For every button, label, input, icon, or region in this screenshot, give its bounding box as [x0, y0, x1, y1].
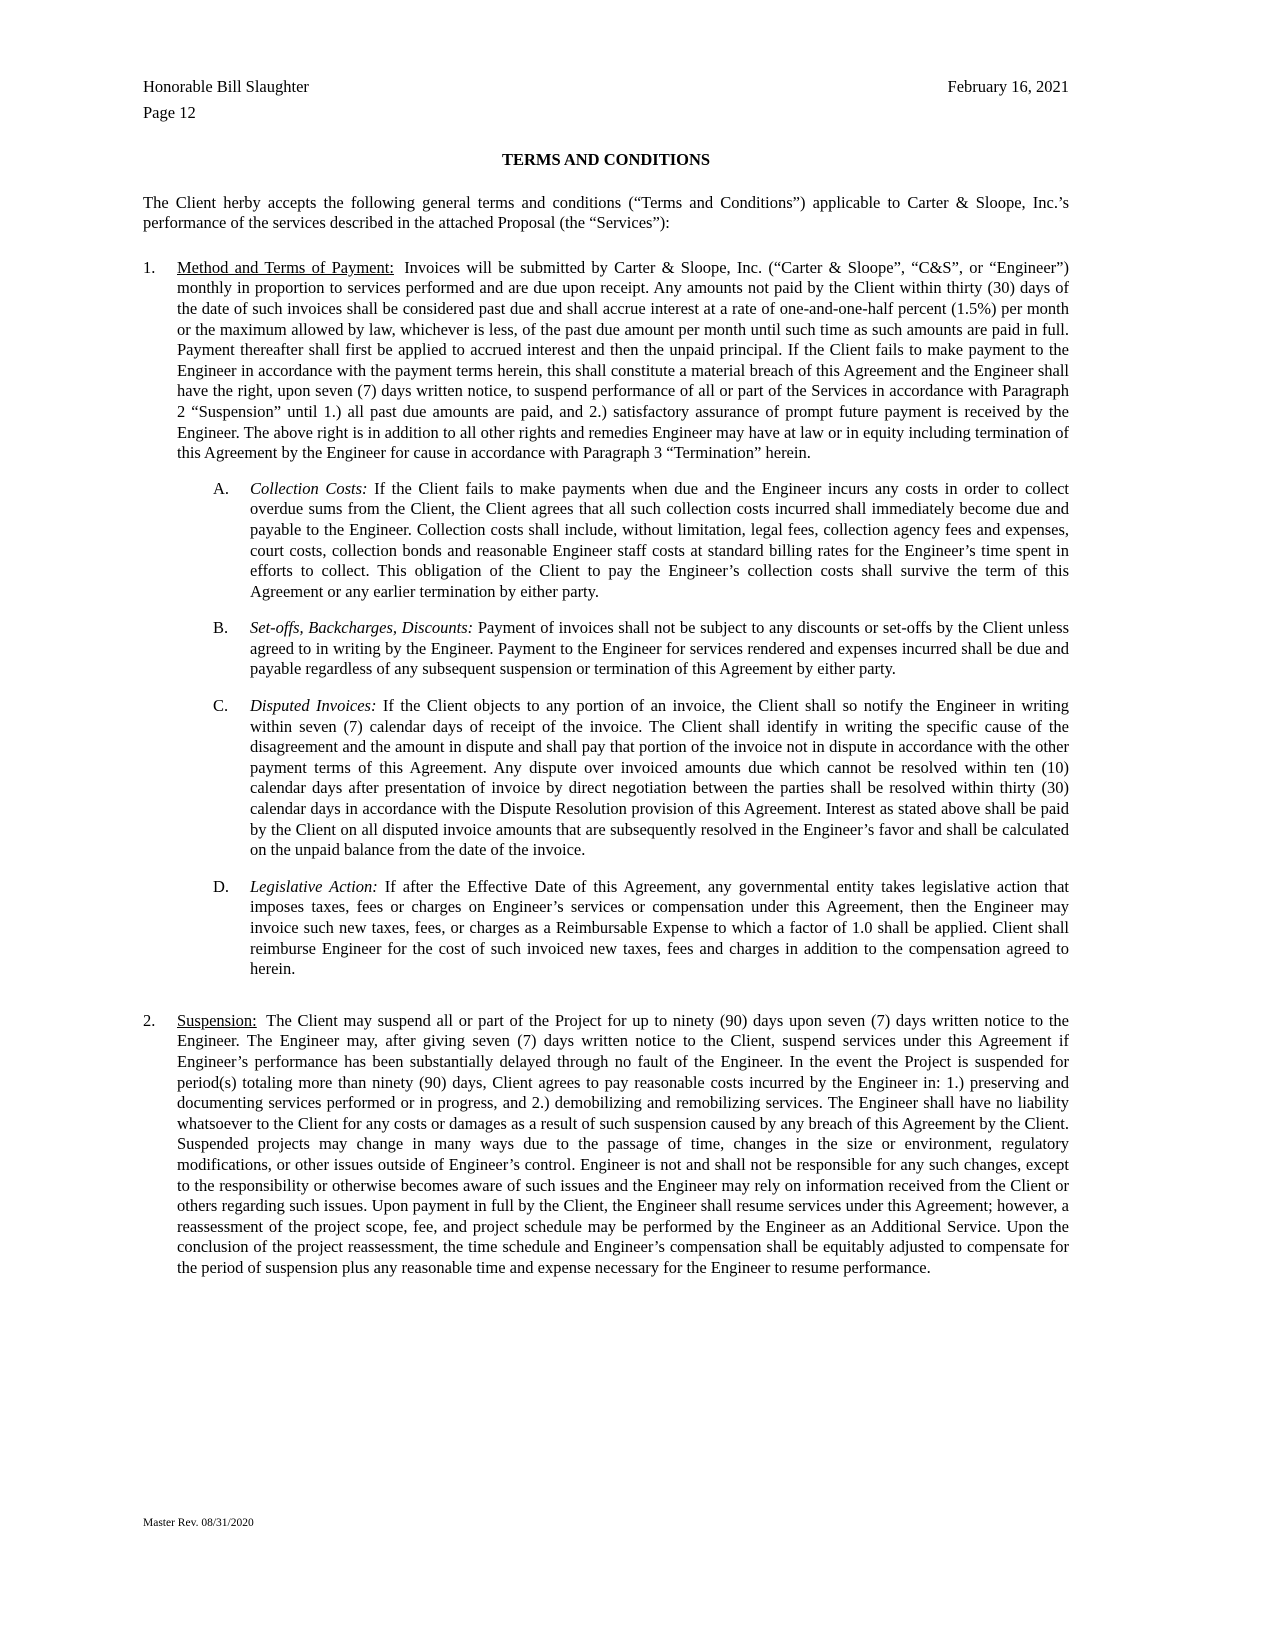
section-paragraph — [177, 1011, 1069, 1279]
section-body-text: Invoices will be submitted by Carter & Sloope, Inc. (“Carter & Sloope”, “C&S”, or “Engineer”) monthly in proportion to services performed and are due upon receipt. Any amounts not paid by the Client within thirty (30) days of the date of such invoices shall be considered past due and shall accrue interest at a rate of one-and-one-half percent (1.5%) per month or the maximum allowed by law, whichever is less, of the past due amount per month until such time as such amounts are paid in full. Payment thereafter shall first be applied to accrued interest and then the unpaid principal. If the Client fails to make payment to the Engineer in accordance with the payment terms herein, this shall constitute a material breach of this Agreement and the Engineer shall have the right, upon seven (7) days written notice, to suspend performance of all or part of the Services in accordance with Paragraph 2 “Suspension” until 1.) all past due amounts are paid, and 2.) satisfactory assurance of prompt future payment is received by the Engineer. The above right is in addition to all other rights and remedies Engineer may have at law or in equity including termination of this Agreement by the Engineer for cause in accordance with Paragraph 3 “Termination” herein. — [177, 257, 1069, 463]
recipient-name: Honorable Bill Slaughter — [143, 77, 309, 96]
subsection-legislative-action — [213, 877, 1069, 980]
intro-paragraph: The Client herby accepts the following general terms and conditions (“Terms and Conditions”) applicable to Carter & Sloope, Inc.’s performance of the services described in the attached Proposal (the “Services”): — [143, 192, 1069, 233]
header-row — [143, 74, 1069, 100]
subsection-paragraph — [250, 618, 1069, 680]
subsection-setoffs-backcharges-discounts — [213, 618, 1069, 680]
section-body-text: The Client may suspend all or part of the Project for up to ninety (90) days upon seven (7) days written notice to the Engineer. The Engineer may, after giving seven (7) days written notice to the Client, suspend services under this Agreement if Engineer’s performance has been substantially delayed through no fault of the Engineer. In the event the Project is suspended for period(s) totaling more than ninety (90) days, Client agrees to pay reasonable costs incurred by the Engineer in: 1.) preserving and documenting services performed or in progress, and 2.) demobilizing and remobilizing services. The Engineer shall have no liability whatsoever to the Client for any costs or damages as a result of such suspension caused by any breach of this Agreement by the Client. Suspended projects may change in many ways due to the passage of time, changes in the size or environment, regulatory modifications, or other issues outside of Engineer’s control. Engineer is not and shall not be responsible for any such changes, except to the responsibility or otherwise becomes aware of such issues and the Engineer may rely on information received from the Client or others regarding such issues. Upon payment in full by the Client, the Engineer shall resume services under this Agreement; however, a reassessment of the project scope, fee, and project schedule may be performed by the Engineer as an Additional Service. Upon the conclusion of the project reassessment, the time schedule and Engineer’s compensation shall be equitably adjusted to compensate for the period of suspension plus any reasonable time and expense necessary for the Engineer to resume performance. — [177, 1010, 1069, 1277]
section-heading: Suspension: — [177, 1010, 257, 1030]
letter-date: February 16, 2021 — [947, 77, 1069, 96]
letter-header — [143, 74, 1069, 126]
subsection-paragraph — [250, 877, 1069, 980]
subsection-disputed-invoices — [213, 696, 1069, 861]
section-content — [177, 1011, 1069, 1294]
subsection-body-text: If the Client fails to make payments when due and the Engineer incurs any costs in order to collect overdue sums from the Client, the Client agrees that all such collection costs incurred shall immediately become due and payable to the Engineer. Collection costs shall include, without limitation, legal fees, collection agency fees and expenses, court costs, collection bonds and reasonable Engineer staff costs at standard billing rates for the Engineer’s time spent in efforts to collect. This obligation of the Client to pay the Engineer’s collection costs shall survive the term of this Agreement or any earlier termination by either party. — [250, 478, 1070, 601]
subsection-heading: Disputed Invoices: — [250, 696, 377, 716]
section-method-and-terms-of-payment — [143, 258, 1069, 996]
subsection-heading: Legislative Action: — [250, 876, 378, 896]
subsection-letter: C. — [213, 696, 229, 716]
subsection-letter: D. — [213, 876, 230, 896]
subsection-heading: Collection Costs: — [250, 478, 368, 498]
subsection-letter: B. — [213, 618, 229, 638]
subsection-paragraph — [250, 696, 1069, 861]
document-title: TERMS AND CONDITIONS — [501, 150, 711, 169]
section-heading: Method and Terms of Payment: — [177, 257, 394, 277]
subsection-heading: Set-offs, Backcharges, Discounts: — [250, 618, 474, 638]
subsection-body-text: Payment of invoices shall not be subject to any discounts or set-offs by the Client unless agreed to in writing by the Engineer. Payment to the Engineer for services rendered and expenses incurred shall be due and payable regardless of any subsequent suspension or termination of this Agreement by either party. — [250, 618, 1069, 679]
subsection-collection-costs — [213, 479, 1069, 603]
section-content — [177, 258, 1069, 996]
section-number: 1. — [143, 257, 156, 277]
subsection-paragraph — [250, 479, 1069, 603]
subsection-list — [213, 479, 1069, 980]
section-number: 2. — [143, 1010, 156, 1030]
subsection-letter: A. — [213, 478, 230, 498]
section-suspension — [143, 1011, 1069, 1294]
page-number: Page 12 — [143, 103, 196, 122]
section-paragraph — [177, 258, 1069, 464]
subsection-body-text: If the Client objects to any portion of an invoice, the Client shall so notify the Engineer in writing within seven (7) calendar days of receipt of the invoice. The Client shall identify in writing the specific cause of the disagreement and the amount in dispute and shall pay that portion of the invoice not in dispute in accordance with the other payment terms of this Agreement. Any dispute over invoiced amounts due which cannot be resolved within ten (10) calendar days after presentation of invoice by direct negotiation between the parties shall be resolved within thirty (30) calendar days in accordance with the Dispute Resolution provision of this Agreement. Interest as stated above shall be paid by the Client on all disputed invoice amounts that are subsequently resolved in the Engineer’s favor and shall be calculated on the unpaid balance from the date of the invoice. — [250, 696, 1070, 860]
subsection-body-text: If after the Effective Date of this Agreement, any governmental entity takes legislative action that imposes taxes, fees or charges on Engineer’s services or compensation under this Agreement, then the Engineer may invoice such new taxes, fees, or charges as a Reimbursable Expense to which a factor of 1.0 shall be applied. Client shall reimburse Engineer for the cost of such invoiced new taxes, fees and charges in addition to the compensation agreed to herein. — [250, 876, 1069, 979]
footer-revision-label: Master Rev. 08/31/2020 — [143, 1517, 254, 1529]
